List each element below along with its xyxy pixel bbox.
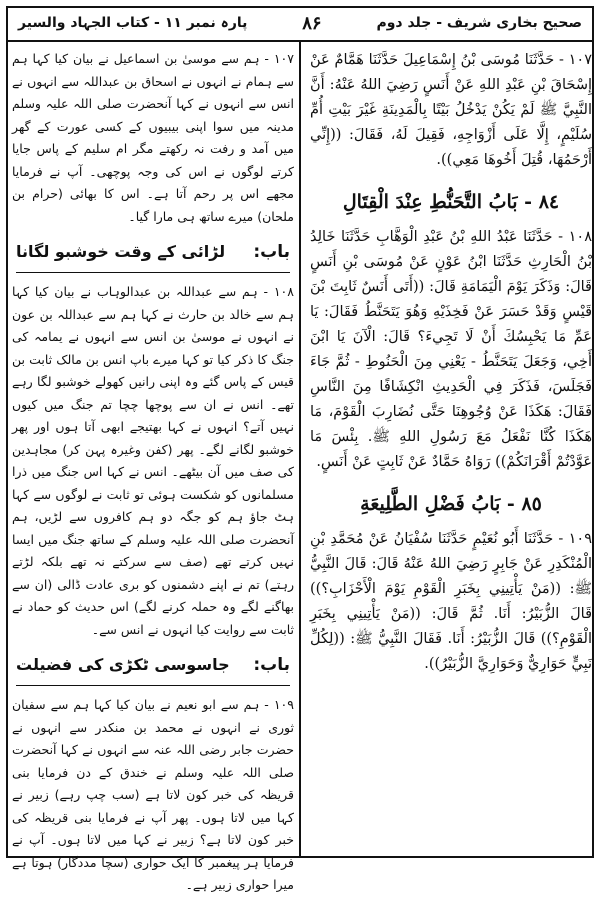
bab-84-heading: ٨٤ - بَابُ التَّحَنُّطِ عِنْدَ الْقِتَالِ <box>342 191 560 213</box>
bab-label: باب: <box>253 655 290 675</box>
hadith-107-translation: ۱۰۷ - ہم سے موسیٰ بن اسماعیل نے بیان کیا کہا ہم سے ہمام نے انہوں نے اسحاق بن عبداللہ سے انہوں نے انس سے انہوں نے کہا آنحضرت صلی اللہ علیہ وسلم مدینہ میں سوا اپنی بیبیوں کے کسی عورت کے گھر میں آمد و رفت نہ رکھتے مگر ام سلیم کے پاس جایا کرتے لوگوں نے اس کی وجہ پوچھی۔ آپ نے فرمایا مجھے اس پر رحم آتا ہے۔ اس کا بھائی (حرام بن ملحان) میرے ساتھ ہی مارا گیا۔ <box>12 51 294 224</box>
hadith-109-translation: ۱۰۹ - ہم سے ابو نعیم نے بیان کیا کہا ہم سے سفیان ثوری نے انہوں نے محمد بن منکدر سے انہوں نے حضرت جابر رضی اللہ عنہ سے انہوں نے کہا آنحضرت صلی اللہ علیہ وسلم نے خندق کے دن فرمایا بنی قریظہ کی خبر کون لاتا ہے (سب چپ رہے) زبیر نے کہا میں لاتا ہوں۔ پھر آپ نے فرمایا بنی قریظہ کی خبر کون لاتا ہے؟ زبیر نے کہا میں لاتا ہوں۔ آپ نے فرمایا ہر پیغمبر کا ایک حواری (سچا مددگار) ہوتا ہے میرا حواری زبیر ہے۔ <box>12 697 294 892</box>
urdu-column <box>10 48 296 897</box>
column-divider <box>299 42 301 856</box>
bab-label: باب: <box>253 242 290 262</box>
hadith-109-arabic: ١٠٩ - حَدَّثَنَا أَبُو نُعَيْمٍ حَدَّثَنَا سُفْيَانُ عَنْ مُحَمَّدِ بْنِ الْمُنْكَدِرِ عَنْ جَابِرٍ رَضِيَ اللهُ عَنْهُ قَالَ: قَالَ النَّبِيُّ ﷺ: ((مَنْ يَأْتِينِي بِخَبَرِ الْقَوْمِ يَوْمَ الْأَحْزَابِ؟)) قَالَ الزُّبَيْرُ: أَنَا. ثُمَّ قَالَ: ((مَنْ يَأْتِينِي بِخَبَرِ الْقَوْمِ؟)) قَالَ الزُّبَيْرُ: أَنَا. فَقَالَ النَّبِيُّ ﷺ: ((لِكُلِّ نَبِيٍّ حَوَارِيٌّ وَحَوَارِيَّ الزُّبَيْرُ)). <box>310 531 592 672</box>
hadith-108-arabic: ١٠٨ - حَدَّثَنَا عَبْدُ اللهِ بْنُ عَبْدِ الْوَهَّابِ حَدَّثَنَا خَالِدُ بْنُ الْحَارِثِ حَدَّثَنَا ابْنُ عَوْنٍ عَنْ مُوسَى بْنِ أَنَسٍ قَالَ: وَذَكَرَ يَوْمَ الْيَمَامَةِ قَالَ: ((أَتَى أَنَسٌ ثَابِتَ بْنَ قَيْسٍ وَقَدْ حَسَرَ عَنْ فَخِذَيْهِ وَهُوَ يَتَحَنَّطُ فَقَالَ: يَا عَمِّ مَا يَحْبِسُكَ أَنْ لَا تَجِيءَ؟ قَالَ: الْآنَ يَا ابْنَ أَخِي، وَجَعَلَ يَتَحَنَّطُ - يَعْنِي مِنَ الْحَنُوطِ - ثُمَّ جَاءَ فَجَلَسَ، فَذَكَرَ فِي الْحَدِيثِ انْكِشَافًا مِنَ النَّاسِ فَقَالَ: هَكَذَا عَنْ وُجُوهِنَا حَتَّى نُضَارِبَ الْقَوْمَ، مَا هَكَذَا كُنَّا نَفْعَلُ مَعَ رَسُولِ اللهِ ﷺ. بِئْسَ مَا عَوَّدْتُمْ أَقْرَانَكُمْ)) رَوَاهُ حَمَّادٌ عَنْ ثَابِتٍ عَنْ أَنَسٍ. <box>310 229 592 470</box>
bab-title: لڑائی کے وقت خوشبو لگانا <box>16 242 226 261</box>
bab-heading-scouting <box>16 651 290 686</box>
page-number: ۸۶ <box>302 12 322 34</box>
chapter-title: پارہ نمبر ۱۱ - کتاب الجہاد والسیر <box>18 15 248 31</box>
hadith-108-translation: ۱۰۸ - ہم سے عبداللہ بن عبدالوہاب نے بیان کیا کہا ہم سے خالد بن حارث نے کہا ہم سے عبداللہ بن عون نے انہوں نے موسیٰ بن انس سے انہوں نے یمامہ کی جنگ کا ذکر کیا تو کہا میرے باپ انس بن مالک ثابت بن قیس کے پاس گئے وہ اپنی رانیں کھولے خوشبو لگا رہے تھے۔ انس نے ان سے پوچھا چچا تم جنگ میں کیوں نہیں آتے؟ انہوں نے کہا بھتیجے ابھی آتا ہوں اور پھر خوشبو لگانے لگے۔ پھر (کفن وغیرہ پہن کر) مجاہدین کی صف میں آن بیٹھے۔ انس نے کہا اس جنگ میں ذرا مسلمانوں کو شکست ہوئی تو ثابت نے لوگوں سے کہا ہٹ جاؤ ہم کو جگہ دو ہم کافروں سے لڑیں، ہم آنحضرت صلی اللہ علیہ وسلم کے ساتھ جنگ میں ایسا نہیں کرتے تھے (صف سے سرکتے نہ تھے بلکہ لڑتے رہتے) تم نے اپنے دشمنوں کو بری عادت ڈالی (ان سے بھاگنے لگے وہ حملہ کرنے لگے) اس حدیث کو حماد نے ثابت سے روایت کیا انہوں نے انس سے۔ <box>12 284 294 637</box>
bab-heading-perfume <box>16 238 290 273</box>
hadith-107-arabic: ١٠٧ - حَدَّثَنَا مُوسَى بْنُ إِسْمَاعِيلَ حَدَّثَنَا هَمَّامٌ عَنْ إِسْحَاقَ بْنِ عَبْدِ اللهِ عَنْ أَنَسٍ رَضِيَ اللهُ عَنْهُ: أَنَّ النَّبِيَّ ﷺ لَمْ يَكُنْ يَدْخُلُ بَيْتًا بِالْمَدِينَةِ غَيْرَ بَيْتِ أُمِّ سُلَيْمٍ، إِلَّا عَلَى أَزْوَاجِهِ، فَقِيلَ لَهُ، فَقَالَ: ((إِنِّي أَرْحَمُهَا، قُتِلَ أَخُوهَا مَعِي)). <box>310 52 592 168</box>
page-header <box>6 6 594 42</box>
bab-85-heading: ٨٥ - بَابُ فَضْلِ الطَّلِيعَةِ <box>360 493 542 515</box>
arabic-column <box>308 48 594 677</box>
book-title: صحیح بخاری شریف - جلد دوم <box>376 15 582 31</box>
bab-title: جاسوسی ٹکڑی کی فضیلت <box>16 655 230 674</box>
